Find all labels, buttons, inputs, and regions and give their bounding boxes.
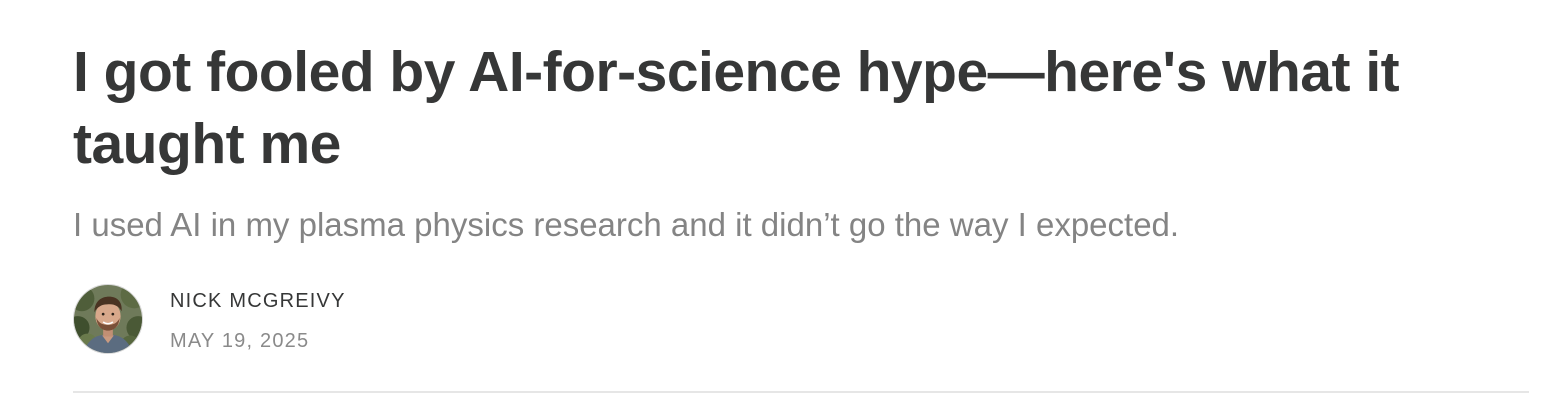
byline — [73, 284, 673, 356]
author-name-link[interactable]: NICK MCGREIVY — [170, 290, 346, 312]
post-title: I got fooled by AI-for-science hype—here's what it taught me — [73, 40, 1400, 176]
post-header — [73, 0, 1529, 416]
post-subtitle: I used AI in my plasma physics research and it didn’t go the way I expected. — [73, 206, 1180, 243]
author-avatar[interactable] — [73, 284, 143, 354]
header-divider — [73, 391, 1529, 393]
post-date: MAY 19, 2025 — [170, 330, 310, 352]
author-photo-icon — [74, 285, 142, 353]
